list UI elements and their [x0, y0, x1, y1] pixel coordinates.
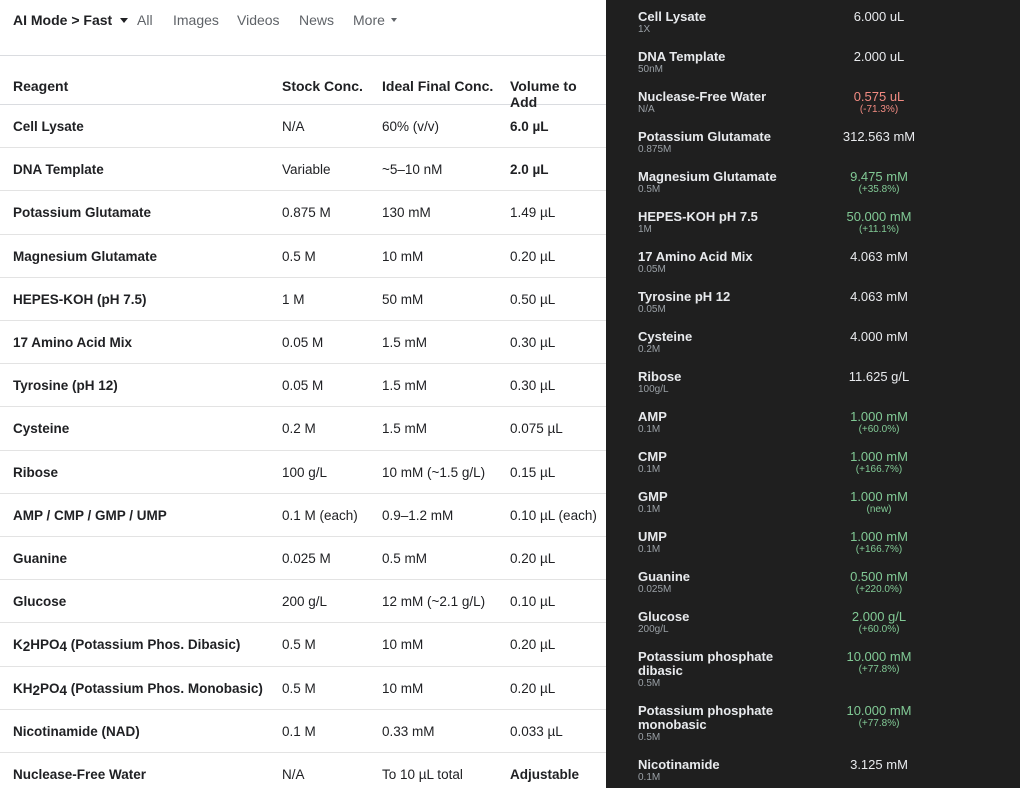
cell-volume: 0.20 µL	[510, 680, 556, 696]
calc-item-name: Cell Lysate	[638, 9, 707, 24]
calc-item-delta: (new)	[866, 504, 892, 515]
calc-item-stock: 0.05M	[638, 264, 666, 275]
calc-item-stock: 0.1M	[638, 464, 661, 475]
calc-item-value: 2.000 g/L	[851, 609, 907, 624]
cell-volume: 0.30 µL	[510, 378, 556, 394]
calc-item-value: 1.000 mM	[850, 409, 908, 424]
calc-item-name: Potassium phosphate dibasic	[638, 649, 774, 678]
calc-item-value: 0.500 mM	[850, 569, 908, 584]
calc-item-name: Ribose	[638, 369, 682, 384]
cell-volume: 6.0 µL	[510, 119, 549, 134]
table-row	[0, 667, 606, 710]
cell-volume: 0.10 µL	[510, 594, 556, 610]
cell-final: 1.5 mM	[382, 378, 428, 394]
calc-item-stock: 0.05M	[638, 304, 666, 315]
calc-item-stock: 0.5M	[638, 184, 661, 195]
ai-mode-dropdown[interactable]	[13, 12, 128, 28]
reagent-text: K	[13, 637, 23, 653]
cell-volume: 0.30 µL	[510, 335, 556, 350]
cell-final: 10 mM (~1.5 g/L)	[382, 464, 486, 480]
cell-volume: 1.49 µL	[510, 205, 556, 221]
calc-item-name: DNA Template	[638, 49, 726, 64]
table-header	[0, 67, 606, 110]
header-stock-conc: Stock Conc.	[282, 78, 363, 94]
tab-news[interactable]: News	[299, 12, 335, 28]
calc-item-name: UMP	[638, 529, 667, 544]
calc-item-name: AMP	[638, 409, 667, 424]
cell-volume: 0.075 µL	[510, 421, 563, 437]
table-row	[0, 710, 606, 753]
cell-reagent	[13, 681, 263, 698]
cell-volume: 0.20 µL	[510, 551, 556, 566]
calc-item-name: Magnesium Glutamate	[638, 169, 777, 184]
cell-stock: 0.025 M	[282, 551, 331, 566]
reagent-text: (Potassium Phos. Dibasic)	[67, 637, 241, 653]
cell-reagent: Ribose	[13, 464, 59, 480]
reagent-text: (Potassium Phos. Monobasic)	[67, 680, 263, 696]
cell-final: 10 mM	[382, 680, 424, 696]
subscript: 4	[59, 639, 68, 655]
cell-reagent	[13, 637, 240, 654]
cell-stock: 0.5 M	[282, 680, 316, 696]
tab-all[interactable]: All	[137, 12, 153, 28]
calc-item-stock: 0.875M	[638, 144, 672, 155]
cell-volume: 0.10 µL (each)	[510, 507, 597, 523]
ai-mode-label: AI Mode > Fast	[13, 12, 113, 28]
calc-item-value: 10.000 mM	[846, 649, 912, 664]
cell-volume: 0.15 µL	[510, 464, 556, 480]
calc-item-name: Nicotinamide	[638, 757, 720, 772]
cell-reagent: HEPES-KOH (pH 7.5)	[13, 291, 147, 307]
calc-item-stock: 1M	[638, 224, 652, 235]
calc-item-name: Glucose	[638, 609, 690, 624]
cell-final: 0.33 mM	[382, 723, 435, 739]
cell-stock: 200 g/L	[282, 594, 328, 610]
calc-item-value: 6.000 uL	[853, 9, 905, 24]
calc-item-value: 1.000 mM	[850, 449, 908, 464]
cell-final: 10 mM	[382, 248, 424, 264]
calc-item-delta: (+60.0%)	[858, 424, 900, 435]
subscript: 2	[32, 682, 41, 698]
cell-reagent: Magnesium Glutamate	[13, 248, 158, 264]
cell-reagent: Tyrosine (pH 12)	[13, 378, 118, 394]
cell-reagent: Glucose	[13, 594, 67, 610]
cell-stock: N/A	[282, 119, 305, 134]
cell-reagent: Cell Lysate	[13, 119, 84, 134]
subscript: 2	[22, 639, 31, 655]
reagent-text: HPO	[30, 637, 60, 653]
cell-stock: 1 M	[282, 291, 305, 307]
calc-item-name: Potassium Glutamate	[638, 129, 771, 144]
cell-stock: 0.05 M	[282, 378, 324, 394]
calc-item-name: HEPES-KOH pH 7.5	[638, 209, 758, 224]
cell-stock: 0.1 M (each)	[282, 507, 358, 523]
cell-stock: 0.1 M	[282, 723, 316, 739]
calc-item-delta: (+166.7%)	[855, 464, 903, 475]
calc-item-stock: 0.5M	[638, 732, 661, 743]
calc-item-name: Guanine	[638, 569, 691, 584]
cell-stock: Variable	[282, 162, 331, 178]
table-row	[0, 537, 606, 580]
calc-item-delta: (+60.0%)	[858, 624, 900, 635]
table-row	[0, 105, 606, 148]
cell-final: 0.9–1.2 mM	[382, 507, 454, 523]
chevron-down-icon	[120, 18, 128, 23]
calc-item-stock: 0.5M	[638, 678, 661, 689]
calc-item-stock: 0.2M	[638, 344, 661, 355]
more-label: More	[353, 12, 385, 28]
calc-item-name: Nuclease-Free Water	[638, 89, 767, 104]
calculator-pane	[606, 0, 1020, 788]
table-row	[0, 364, 606, 407]
cell-stock: 0.5 M	[282, 248, 316, 264]
cell-final: To 10 µL total	[382, 767, 463, 782]
cell-reagent: Guanine	[13, 551, 68, 566]
calc-item-delta: (+77.8%)	[858, 664, 900, 675]
calc-item-value: 312.563 mM	[842, 129, 916, 144]
calc-item-value: 9.475 mM	[850, 169, 908, 184]
cell-final: 1.5 mM	[382, 335, 428, 350]
cell-reagent: Nuclease-Free Water	[13, 767, 147, 782]
calc-item-delta: (+77.8%)	[858, 718, 900, 729]
table-row	[0, 235, 606, 278]
cell-final: 0.5 mM	[382, 551, 428, 566]
calc-item-value: 4.000 mM	[850, 329, 908, 344]
cell-final: 60% (v/v)	[382, 119, 440, 134]
cell-stock: 100 g/L	[282, 464, 328, 480]
calc-item-value: 4.063 mM	[850, 249, 908, 264]
tab-images[interactable]: Images	[173, 12, 219, 28]
calc-item-stock: 50nM	[638, 64, 664, 75]
calc-item-delta: (+11.1%)	[858, 224, 900, 235]
cell-stock: 0.2 M	[282, 421, 316, 437]
table-row	[0, 148, 606, 191]
cell-final: 50 mM	[382, 291, 424, 307]
calc-item-delta: (+220.0%)	[855, 584, 903, 595]
cell-stock: 0.05 M	[282, 335, 324, 350]
cell-volume: Adjustable	[510, 767, 580, 782]
calc-item-stock: 0.1M	[638, 544, 661, 555]
search-nav-bar	[0, 0, 606, 56]
cell-volume: 0.50 µL	[510, 291, 556, 307]
cell-volume: 0.20 µL	[510, 637, 556, 653]
table-row	[0, 407, 606, 450]
calc-item-stock: 0.1M	[638, 504, 661, 515]
calc-item-name: CMP	[638, 449, 667, 464]
header-final-conc: Ideal Final Conc.	[382, 78, 494, 94]
calc-item-delta: (+166.7%)	[855, 544, 903, 555]
header-reagent: Reagent	[13, 78, 69, 94]
table-row	[0, 623, 606, 666]
calc-item-stock: 1X	[638, 24, 651, 35]
reagent-text: KH	[13, 680, 33, 696]
cell-stock: 0.5 M	[282, 637, 316, 653]
calc-item-stock: 200g/L	[638, 624, 669, 635]
table-row	[0, 451, 606, 494]
calc-item-name: Cysteine	[638, 329, 693, 344]
cell-volume: 0.033 µL	[510, 723, 563, 739]
cell-reagent: DNA Template	[13, 162, 104, 178]
calc-item-delta: (-71.3%)	[859, 104, 899, 115]
calc-item-value: 2.000 uL	[853, 49, 905, 64]
cell-final: ~5–10 nM	[382, 162, 443, 178]
cell-stock: 0.875 M	[282, 205, 331, 221]
cell-reagent: Cysteine	[13, 421, 70, 437]
tab-videos[interactable]: Videos	[237, 12, 280, 28]
table-row	[0, 278, 606, 321]
cell-reagent: Potassium Glutamate	[13, 205, 152, 221]
cell-volume: 0.20 µL	[510, 248, 556, 264]
cell-final: 12 mM (~2.1 g/L)	[382, 594, 486, 610]
cell-final: 1.5 mM	[382, 421, 428, 437]
table-row	[0, 494, 606, 537]
cell-final: 10 mM	[382, 637, 424, 653]
header-volume: Volume to Add	[510, 78, 577, 110]
cell-reagent: 17 Amino Acid Mix	[13, 335, 133, 350]
table-row	[0, 580, 606, 623]
calc-item-name: Potassium phosphate monobasic	[638, 703, 774, 732]
cell-stock: N/A	[282, 767, 305, 782]
cell-final: 130 mM	[382, 205, 431, 221]
calc-item-value: 0.575 uL	[853, 89, 905, 104]
calc-item-stock: 0.1M	[638, 772, 661, 783]
calc-item-value: 3.125 mM	[850, 757, 908, 772]
calc-item-name: 17 Amino Acid Mix	[638, 249, 753, 264]
cell-reagent: Nicotinamide (NAD)	[13, 723, 140, 739]
calc-item-stock: 0.1M	[638, 424, 661, 435]
calc-item-value: 10.000 mM	[846, 703, 912, 718]
calc-item-value: 50.000 mM	[846, 209, 912, 224]
more-dropdown[interactable]	[353, 12, 397, 28]
calc-item-stock: 0.025M	[638, 584, 672, 595]
chevron-down-icon	[391, 18, 397, 22]
calc-item-name: Tyrosine pH 12	[638, 289, 731, 304]
calc-item-name: GMP	[638, 489, 668, 504]
cell-reagent: AMP / CMP / GMP / UMP	[13, 507, 167, 523]
reagent-text: PO	[40, 680, 60, 696]
calc-item-value: 1.000 mM	[850, 529, 908, 544]
calc-item-stock: N/A	[638, 104, 655, 115]
table-row	[0, 191, 606, 234]
subscript: 4	[59, 682, 68, 698]
calc-item-value: 11.625 g/L	[848, 369, 910, 384]
cell-volume: 2.0 µL	[510, 162, 549, 178]
calc-item-value: 1.000 mM	[850, 489, 908, 504]
table-row	[0, 753, 606, 788]
calc-item-delta: (+35.8%)	[858, 184, 900, 195]
calc-item-value: 4.063 mM	[850, 289, 908, 304]
table-row	[0, 321, 606, 364]
calc-item-stock: 100g/L	[638, 384, 669, 395]
